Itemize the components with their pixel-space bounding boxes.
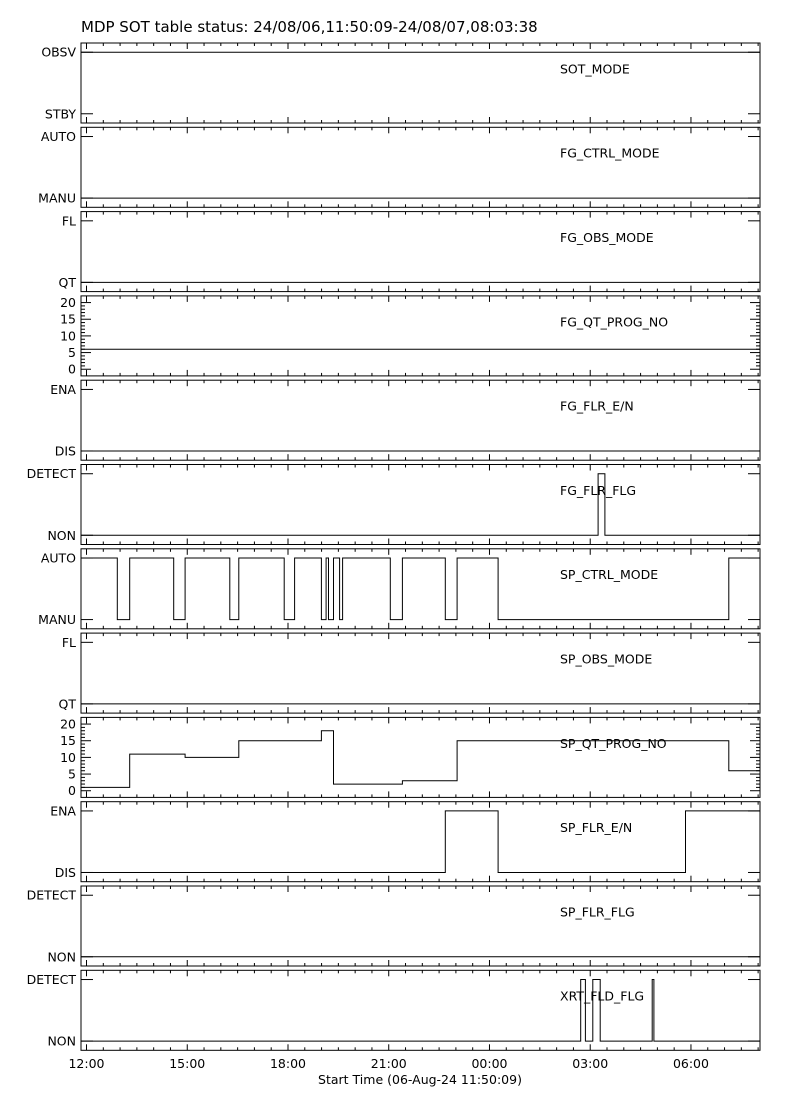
series-line xyxy=(81,811,760,873)
y-tick-label: QT xyxy=(58,696,76,712)
x-tick-label: 15:00 xyxy=(169,1056,206,1071)
panel-frame xyxy=(81,633,760,713)
panel-fg-flr-flg xyxy=(27,465,760,545)
x-axis xyxy=(68,1056,709,1071)
panel-label: SP_FLR_E/N xyxy=(560,820,633,836)
y-tick-label: NON xyxy=(47,949,76,965)
series-line xyxy=(81,558,760,620)
x-tick-label: 12:00 xyxy=(68,1056,105,1071)
y-tick-label: 5 xyxy=(68,345,76,361)
panel-frame xyxy=(81,380,760,460)
series-line xyxy=(81,980,760,1042)
y-tick-label: 15 xyxy=(60,733,76,749)
panel-label: FG_OBS_MODE xyxy=(560,230,654,245)
panel-label: SP_FLR_FLG xyxy=(560,904,635,920)
y-tick-label: DETECT xyxy=(26,466,76,482)
x-tick-label: 21:00 xyxy=(370,1056,407,1071)
panel-frame xyxy=(81,212,760,292)
y-tick-label: 10 xyxy=(60,328,76,344)
panel-label: XRT_FLD_FLG xyxy=(560,988,645,1004)
y-tick-label: MANU xyxy=(38,612,76,628)
panel-sp-ctrl-mode xyxy=(38,549,760,629)
panel-frame xyxy=(81,886,760,966)
y-tick-label: 10 xyxy=(60,749,76,765)
panel-frame xyxy=(81,465,760,545)
y-tick-label: AUTO xyxy=(40,550,76,566)
y-tick-label: NON xyxy=(47,1033,76,1049)
y-tick-label: DIS xyxy=(54,443,76,459)
panel-label: FG_FLR_E/N xyxy=(560,398,634,414)
y-tick-label: 15 xyxy=(60,311,76,327)
y-tick-label: 20 xyxy=(60,295,76,311)
y-tick-label: AUTO xyxy=(40,129,76,145)
panel-label: FG_FLR_FLG xyxy=(560,482,637,498)
panel-frame xyxy=(81,802,760,882)
y-tick-label: ENA xyxy=(50,803,76,819)
panel-frame xyxy=(81,43,760,123)
panel-fg-flr-e-n xyxy=(50,380,760,460)
y-tick-label: QT xyxy=(58,274,76,290)
y-tick-label: 0 xyxy=(68,361,76,377)
panel-label: FG_QT_PROG_NO xyxy=(560,314,669,330)
panel-frame xyxy=(81,296,760,376)
panels-group xyxy=(27,43,760,1050)
y-tick-label: DETECT xyxy=(26,972,76,988)
panel-frame xyxy=(81,970,760,1050)
y-tick-label: 0 xyxy=(68,783,76,799)
chart-title: MDP SOT table status: 24/08/06,11:50:09-24/08/07,08:03:38 xyxy=(81,18,538,36)
x-tick-label: 18:00 xyxy=(269,1056,307,1071)
y-tick-label: STBY xyxy=(44,106,76,122)
y-tick-label: ENA xyxy=(50,381,76,397)
y-tick-label: DETECT xyxy=(26,887,76,903)
y-tick-label: OBSV xyxy=(41,44,76,60)
x-tick-label: 03:00 xyxy=(572,1056,609,1071)
panel-fg-obs-mode xyxy=(59,212,760,292)
panel-frame xyxy=(81,549,760,629)
y-tick-label: DIS xyxy=(54,864,76,880)
panel-frame xyxy=(81,717,760,797)
panel-frame xyxy=(81,127,760,207)
series-line xyxy=(81,474,760,536)
y-tick-label: 20 xyxy=(60,716,76,732)
panel-label: FG_CTRL_MODE xyxy=(560,145,660,161)
panel-sot-mode xyxy=(41,43,760,123)
panel-xrt-fld-flg xyxy=(27,970,760,1050)
y-tick-label: FL xyxy=(61,634,76,650)
y-tick-label: 5 xyxy=(68,766,76,782)
y-tick-label: NON xyxy=(47,527,76,543)
panel-sp-flr-e-n xyxy=(50,802,760,882)
panel-fg-ctrl-mode xyxy=(38,127,760,207)
panel-sp-flr-flg xyxy=(27,886,760,966)
x-tick-label: 06:00 xyxy=(672,1056,709,1071)
panel-label: SOT_MODE xyxy=(560,61,630,77)
x-axis-label: Start Time (06-Aug-24 11:50:09) xyxy=(318,1072,522,1087)
panel-label: SP_QT_PROG_NO xyxy=(560,735,667,751)
panel-sp-qt-prog-no xyxy=(60,717,760,799)
panel-fg-qt-prog-no xyxy=(60,295,760,377)
x-tick-label: 00:00 xyxy=(471,1056,508,1071)
panel-label: SP_OBS_MODE xyxy=(560,651,653,667)
panel-sp-obs-mode xyxy=(59,633,760,713)
panel-label: SP_CTRL_MODE xyxy=(560,567,659,583)
y-tick-label: MANU xyxy=(38,190,76,206)
y-tick-label: FL xyxy=(61,213,76,229)
